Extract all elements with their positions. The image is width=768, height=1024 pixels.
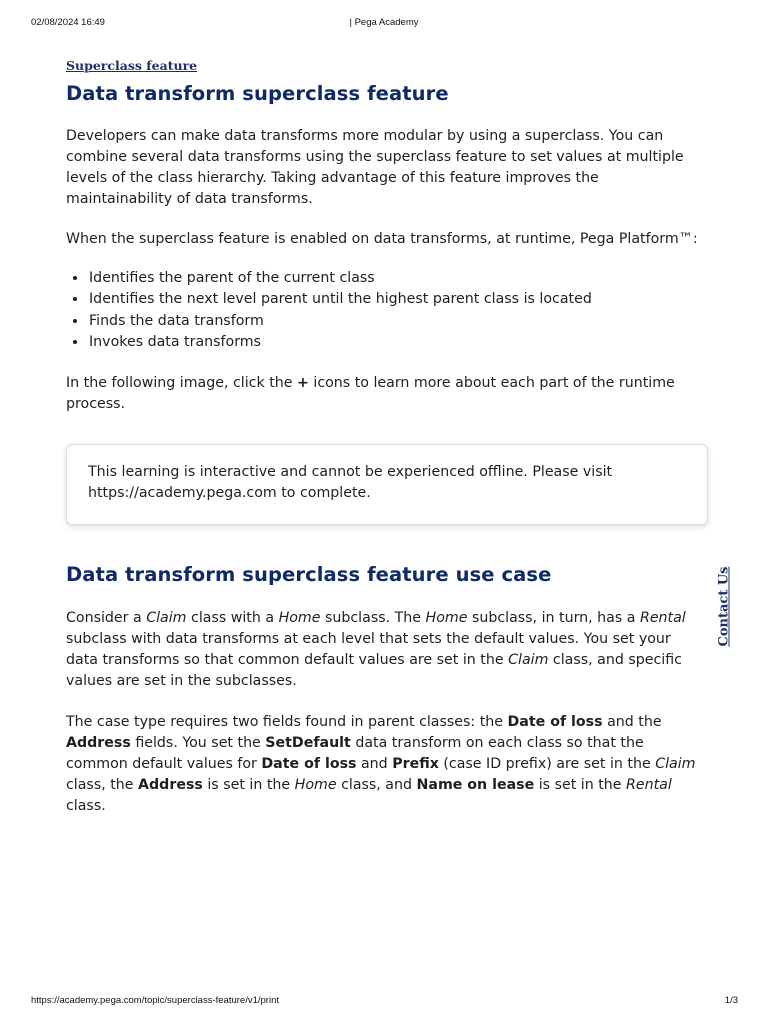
print-page-title: | Pega Academy — [349, 17, 419, 28]
use-case-heading: Data transform superclass feature use case — [66, 563, 552, 587]
print-datetime: 02/08/2024 16:49 — [31, 17, 105, 28]
contact-us-label: Contact Us — [716, 566, 732, 646]
text-span: In the following image, click the — [66, 375, 297, 392]
text-span: is set in the — [534, 777, 627, 794]
use-case-paragraph-1 — [66, 608, 706, 692]
list-item: • Identifies the parent of the current class — [88, 268, 706, 289]
print-url: https://academy.pega.com/topic/superclass-feature/v1/print — [31, 995, 280, 1006]
text-span: subclass, in turn, has a — [467, 610, 640, 627]
print-footer — [0, 995, 768, 1009]
offline-notice-card — [66, 444, 708, 525]
list-item: • Invokes data transforms — [88, 332, 706, 353]
offline-notice-text: This learning is interactive and cannot be experienced offline. Please visit https://academy.pega.com to complete. — [88, 464, 613, 502]
print-page-number: 1/3 — [724, 995, 738, 1006]
field-name-on-lease: Name on lease — [416, 777, 535, 794]
breadcrumb-link[interactable]: Superclass feature — [66, 58, 198, 73]
text-span: subclass with data transforms at each level that sets the default values. You set your data transforms so that common default values are set in the — [66, 631, 671, 669]
text-span: and — [356, 756, 393, 773]
use-case-paragraph-2 — [66, 712, 706, 817]
class-name-rental: Rental — [626, 777, 672, 794]
section-heading: Data transform superclass feature — [66, 82, 449, 105]
runtime-intro-paragraph: When the superclass feature is enabled on data transforms, at runtime, Pega Platform™: — [66, 231, 698, 247]
plus-icon-text: + — [296, 375, 309, 392]
field-date-of-loss: Date of loss — [507, 714, 603, 731]
text-span: (case ID prefix) are set in the — [438, 756, 656, 773]
text-span: The case type requires two fields found in parent classes: the — [66, 714, 508, 731]
text-span: Consider a — [66, 610, 147, 627]
text-span: and the — [602, 714, 662, 731]
image-hint-paragraph — [66, 373, 706, 415]
main-content — [66, 55, 706, 817]
field-prefix: Prefix — [392, 756, 439, 773]
field-address: Address — [138, 777, 203, 794]
data-transform-setdefault: SetDefault — [265, 735, 351, 752]
print-header — [0, 17, 768, 31]
text-span: icons to learn more about each part of the runtime process. — [66, 375, 675, 413]
text-span: class, and specific values are set in the subclasses. — [66, 652, 682, 690]
field-date-of-loss: Date of loss — [261, 756, 357, 773]
text-span: is set in the — [202, 777, 295, 794]
text-span: data transform on each class so that the common default values for — [66, 735, 644, 773]
class-name-rental: Rental — [639, 610, 686, 627]
text-span: class with a — [186, 610, 279, 627]
class-name-claim: Claim — [508, 652, 549, 669]
text-span: class, and — [336, 777, 417, 794]
field-address: Address — [66, 735, 131, 752]
class-name-claim: Claim — [655, 756, 696, 773]
class-name-home: Home — [278, 610, 321, 627]
text-span: fields. You set the — [130, 735, 266, 752]
class-name-claim: Claim — [146, 610, 187, 627]
list-item: • Finds the data transform — [88, 311, 706, 332]
contact-us-tab[interactable] — [715, 566, 733, 646]
runtime-steps-list — [66, 268, 706, 353]
text-span: class. — [66, 798, 106, 815]
text-span: class, the — [66, 777, 139, 794]
intro-paragraph: Developers can make data transforms more modular by using a superclass. You can combine several data transforms using the superclass feature to set values at multiple levels of the class hierarchy. Taking advantage of this feature improves the maintainability of data transforms. — [66, 128, 684, 207]
class-name-home: Home — [294, 777, 337, 794]
class-name-home: Home — [425, 610, 468, 627]
text-span: subclass. The — [320, 610, 426, 627]
list-item: • Identifies the next level parent until the highest parent class is located — [88, 289, 706, 310]
